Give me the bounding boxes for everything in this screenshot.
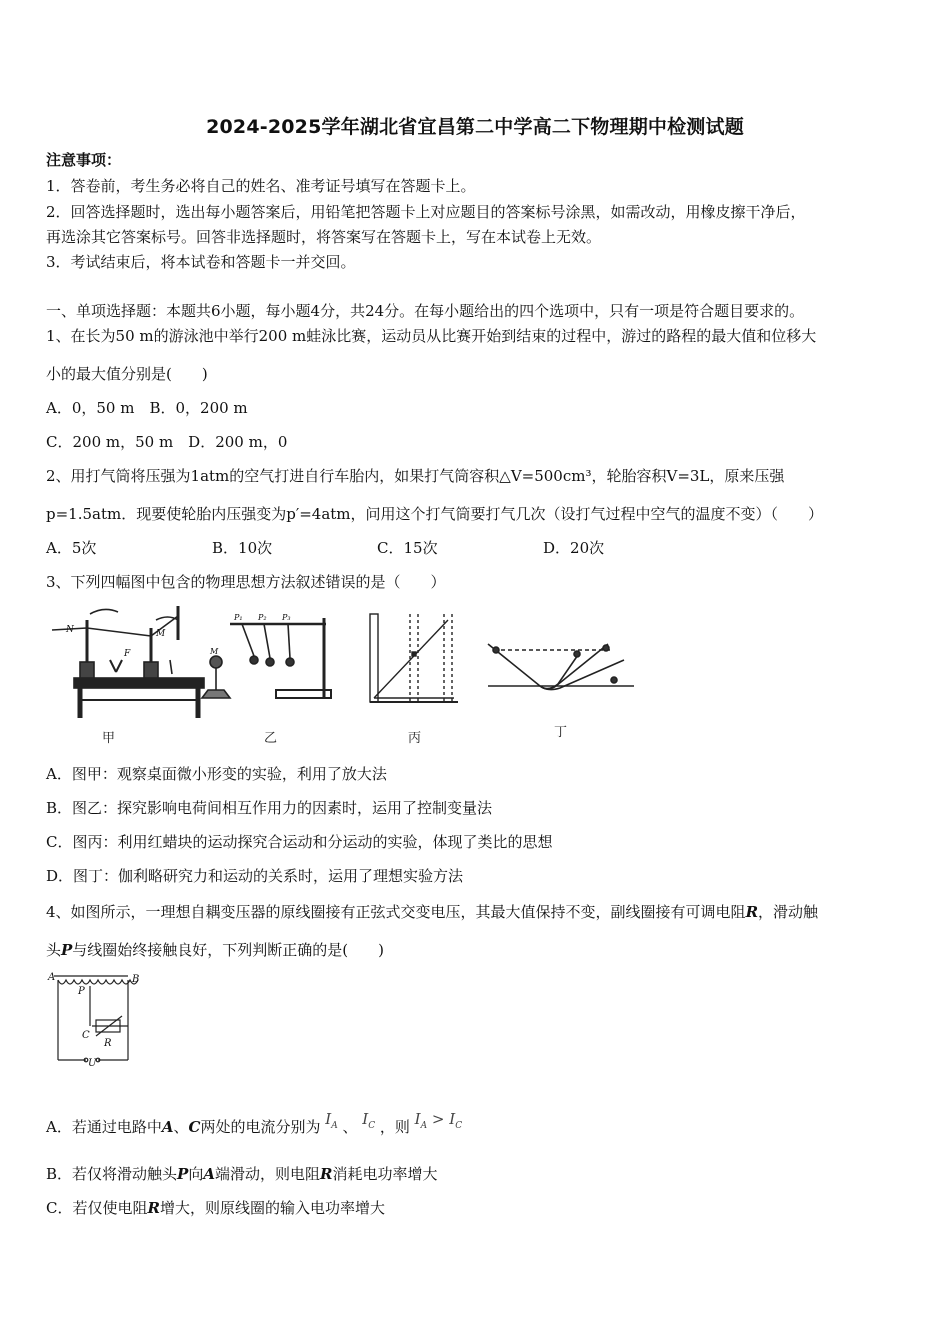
notice-item: 2．回答选择题时，选出每小题答案后，用铅笔把答题卡上对应题目的答案标号涂黑，如需改动，用橡皮擦干净后，	[46, 203, 806, 221]
figure-jia-caption: 甲	[102, 731, 116, 746]
notice-item: 3．考试结束后，将本试卷和答题卡一并交回。	[46, 253, 356, 271]
figure-yi-caption: 乙	[264, 731, 278, 746]
question-4-stem-cont: 头P与线圈始终接触良好，下列判断正确的是( )	[46, 941, 385, 959]
figure-yi-label-p2: P₂	[258, 613, 267, 622]
figure-yi-label-p3: P₃	[282, 613, 291, 622]
question-2-option-d: D．20次	[543, 539, 605, 557]
figure-jia-label-f: F	[124, 649, 131, 659]
question-3-option-c: C．图丙：利用红蜡块的运动探究合运动和分运动的实验，体现了类比的思想	[46, 833, 553, 851]
question-3-option-a: A．图甲：观察桌面微小形变的实验，利用了放大法	[46, 765, 387, 783]
question-2-stem-cont: p=1.5atm．现要使轮胎内压强变为p′=4atm，问用这个打气筒要打气几次（设打气过程中空气的温度不变）（ ）	[46, 505, 824, 523]
notice-item: 1．答卷前，考生务必将自己的姓名、准考证号填写在答题卡上。	[46, 177, 476, 195]
question-3-option-b: B．图乙：探究影响电荷间相互作用力的因素时，运用了控制变量法	[46, 799, 493, 817]
figure-bing-caption: 丙	[408, 731, 422, 746]
circuit-label-a: A	[48, 972, 56, 983]
figure-bing	[370, 614, 458, 702]
circuit-label-b: B	[132, 974, 140, 985]
question-2-stem: 2、用打气筒将压强为1atm的空气打进自行车胎内，如果打气筒容积△V=500cm³，轮胎容积V=3L，原来压强	[46, 467, 785, 485]
figure-jia-label-n: N	[66, 625, 74, 635]
question-1-options-cd: C．200 m，50 m D．200 m，0	[46, 433, 288, 451]
figure-jia-label-m: M	[156, 629, 166, 639]
question-1-stem-cont: 小的最大值分别是( )	[46, 365, 208, 383]
question-4-stem: 4、如图所示，一理想自耦变压器的原线圈接有正弦式交变电压，其最大值保持不变，副线圈接有可调电阻R，滑动触	[46, 903, 819, 921]
circuit-label-p: P	[78, 986, 85, 997]
page-title: 2024-2025学年湖北省宜昌第二中学高二下物理期中检测试题	[206, 116, 744, 138]
question-4-circuit	[44, 970, 154, 1076]
section-heading: 一、单项选择题：本题共6小题，每小题4分，共24分。在每小题给出的四个选项中，只有一项是符合题目要求的。	[46, 302, 805, 320]
question-4-option-c: C．若仅使电阻R增大，则原线圈的输入电功率增大	[46, 1199, 385, 1217]
figure-yi-label-p1: P₁	[234, 613, 243, 622]
notice-heading: 注意事项：	[46, 151, 122, 169]
notice-item: 再选涂其它答案标号。回答非选择题时，将答案写在答题卡上，写在本试卷上无效。	[46, 228, 602, 246]
figure-ding-caption: 丁	[554, 725, 568, 740]
question-2-option-a: A．5次	[46, 539, 97, 557]
question-3-option-d: D．图丁：伽利略研究力和运动的关系时，运用了理想实验方法	[46, 867, 464, 885]
question-1-stem: 1、在长为50 m的游泳池中举行200 m蛙泳比赛，运动员从比赛开始到结束的过程中，游过的路程的最大值和位移大	[46, 327, 817, 345]
question-1-options-ab: A．0，50 m B．0，200 m	[46, 399, 248, 417]
figure-yi	[202, 618, 331, 698]
question-3-figures	[44, 600, 644, 750]
circuit-label-u: U	[88, 1058, 97, 1069]
question-4-option-a: A．若通过电路中A、C两处的电流分别为 $I_A$ 、 $I_C$ ，则 $I_A > I_C$	[46, 1110, 463, 1136]
figure-ding	[488, 644, 634, 690]
circuit-label-r: R	[104, 1038, 112, 1049]
circuit-label-c: C	[82, 1030, 90, 1041]
figure-jia	[52, 606, 204, 718]
figure-yi-label-m: M	[210, 647, 219, 656]
question-4-option-b: B．若仅将滑动触头P向A端滑动，则电阻R消耗电功率增大	[46, 1165, 438, 1183]
question-2-option-b: B．10次	[212, 539, 273, 557]
question-2-option-c: C．15次	[377, 539, 438, 557]
question-3-stem: 3、下列四幅图中包含的物理思想方法叙述错误的是（ ）	[46, 573, 446, 591]
